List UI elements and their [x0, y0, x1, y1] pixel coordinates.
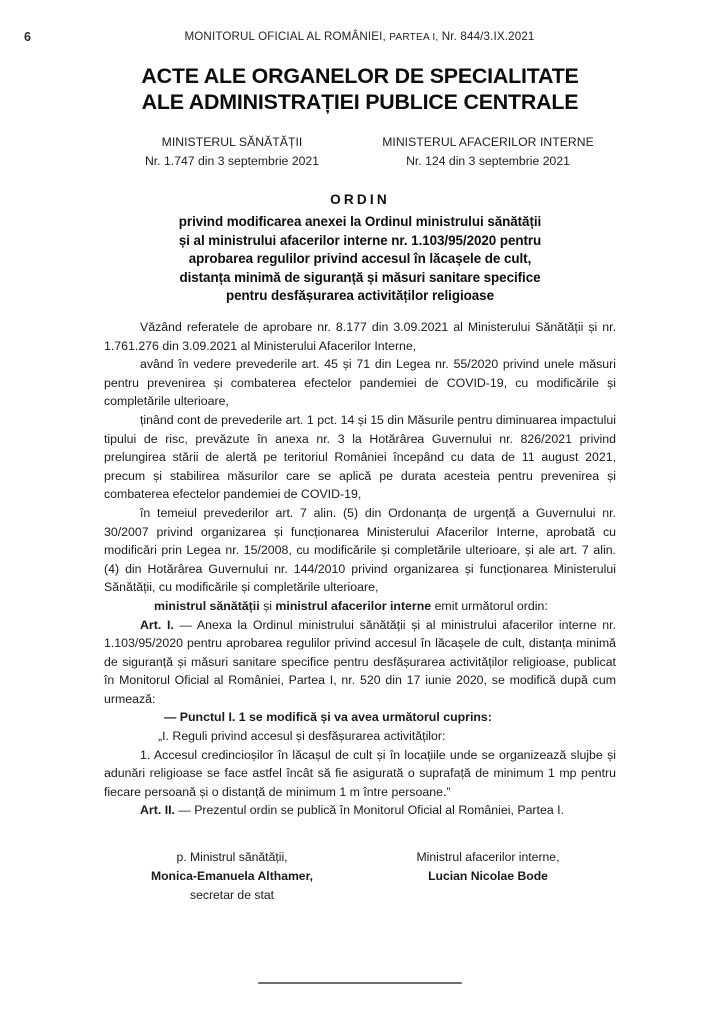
section-heading-line-2: ALE ADMINISTRAȚIEI PUBLICE CENTRALE — [141, 90, 579, 114]
signature-interior-name: Lucian Nicolae Bode — [428, 868, 548, 883]
ministry-internal-affairs — [360, 133, 616, 170]
preamble-paragraph-1: Văzând referatele de aprobare nr. 8.177 din 3.09.2021 al Ministerului Sănătății și nr. 1.761.276 din 3.09.2021 al Ministerului Afacerilor Interne, — [104, 320, 616, 353]
running-head-title — [0, 30, 719, 43]
quoted-section-body: 1. Accesul credincioșilor în lăcașul de cult și în locațiile unde se organizează slujbe și adunări religioase se face astfel încât să fie asigurată o suprafață de minimum 1 mp pentru fiecare persoană și o distanță de minimum 1 m între persoane.” — [104, 747, 616, 799]
amendment-item: — Punctul I. 1 se modifică și va avea următorul cuprins: — [164, 710, 492, 725]
signature-health-role: p. Ministrul sănătății, — [176, 850, 288, 864]
document-body — [104, 318, 616, 820]
ministry-health-name: MINISTERUL SĂNĂTĂȚII — [161, 135, 303, 149]
enactment-clause — [104, 597, 616, 616]
running-head — [0, 30, 719, 48]
running-head-main: MONITORUL OFICIAL AL ROMÂNIEI, — [184, 30, 386, 43]
preamble-paragraph-4: în temeiul prevederilor art. 7 alin. (5) din Ordonanța de urgență a Guvernului nr. 30/2007 privind organizarea și funcționarea Ministerului Afacerilor Interne, aprobată cu modificări prin Legea nr. 15/2008, cu modificările și completările ulterioare, și ale art. 7 alin. (4) din Hotărârea Guvernului nr. 144/2010 privind organizarea și funcționarea Ministerului Sănătății, cu modificările și completările ulterioare, — [104, 505, 616, 595]
signature-health-name: Monica-Emanuela Althamer, — [150, 868, 314, 883]
preamble-paragraph-2: având în vedere prevederile art. 45 și 71 din Legea nr. 55/2020 privind unele măsuri pentru prevenirea și combaterea efectelor pandemiei de COVID-19, cu modificările și completările ulterioare, — [104, 357, 616, 409]
ordin-subtitle-line-4: distanța minimă de siguranță și măsuri sanitare specifice — [179, 269, 541, 285]
running-head-part: PARTEA I, — [389, 32, 439, 43]
section-heading — [104, 63, 616, 115]
enactment-conjunction: și — [259, 598, 276, 613]
page-number: 6 — [24, 30, 32, 44]
quoted-section-heading: „I. Reguli privind accesul și desfășurarea activităților: — [158, 729, 446, 744]
ordin-subtitle-line-5: pentru desfășurarea activităților religioase — [226, 288, 494, 304]
enactment-minister-interior: ministrul afacerilor interne — [275, 598, 432, 613]
signature-interior-role: Ministrul afacerilor interne, — [416, 850, 560, 864]
preamble-paragraph-3: ținând cont de prevederile art. 1 pct. 14 și 15 din Măsurile pentru diminuarea impactului tipului de risc, prevăzute în anexa nr. 3 la Hotărârea Guvernului nr. 826/2021 privind prelungirea stării de alertă pe teritoriul României începând cu data de 11 august 2021, precum și stabilirea măsurilor care se aplică pe durata acesteia pentru prevenirea și combaterea efectelor pandemiei de COVID-19, — [104, 412, 616, 502]
ordin-word: ORDIN — [330, 192, 390, 207]
ministry-health — [104, 133, 360, 170]
signature-block — [104, 848, 616, 904]
section-heading-line-1: ACTE ALE ORGANELOR DE SPECIALITATE — [141, 64, 579, 88]
ordin-subtitle-line-2: și al ministrului afacerilor interne nr. 1.103/95/2020 pentru — [178, 232, 542, 248]
section-divider-rule — [258, 982, 462, 984]
article-2-dash: — — [174, 803, 195, 818]
signature-interior — [360, 848, 616, 904]
article-1-label: Art. I. — [140, 617, 174, 632]
article-1-text: Anexa la Ordinul ministrului sănătății și al ministrului afacerilor interne nr. 1.103/95/2020 pentru aprobarea regulilor privind accesul în lăcașele de cult, distanța minimă de siguranță și măsuri sanitare specifice pentru desfășurarea activităților religioase, publicat în Monitorul Oficial al României, Partea I, nr. 520 din 17 iunie 2020, se modifică după cum urmează: — [104, 617, 616, 706]
article-2-label: Art. II. — [140, 803, 175, 818]
article-1-dash: — — [173, 617, 197, 632]
ordin-subtitle-line-3: aprobarea regulilor privind accesul în lăcașele de cult, — [188, 251, 532, 267]
article-2-text: Prezentul ordin se publică în Monitorul Oficial al României, Partea I. — [194, 803, 564, 818]
signature-health-title: secretar de stat — [190, 887, 274, 902]
running-head-issue: Nr. 844/3.IX.2021 — [441, 30, 535, 43]
signature-health — [104, 848, 360, 904]
ordin-subtitle-line-1: privind modificarea anexei la Ordinul ministrului sănătății — [178, 214, 542, 229]
article-2 — [104, 801, 616, 820]
ministry-internal-affairs-number: Nr. 124 din 3 septembrie 2021 — [406, 153, 570, 168]
ministry-internal-affairs-name: MINISTERUL AFACERILOR INTERNE — [382, 135, 594, 149]
ordin-subtitle — [104, 213, 616, 306]
ministries-row — [104, 133, 616, 170]
article-1 — [104, 616, 616, 709]
enactment-tail: emit următorul ordin: — [431, 598, 548, 613]
enactment-minister-health: ministrul sănătății — [154, 598, 260, 613]
ministry-health-number: Nr. 1.747 din 3 septembrie 2021 — [144, 153, 320, 168]
